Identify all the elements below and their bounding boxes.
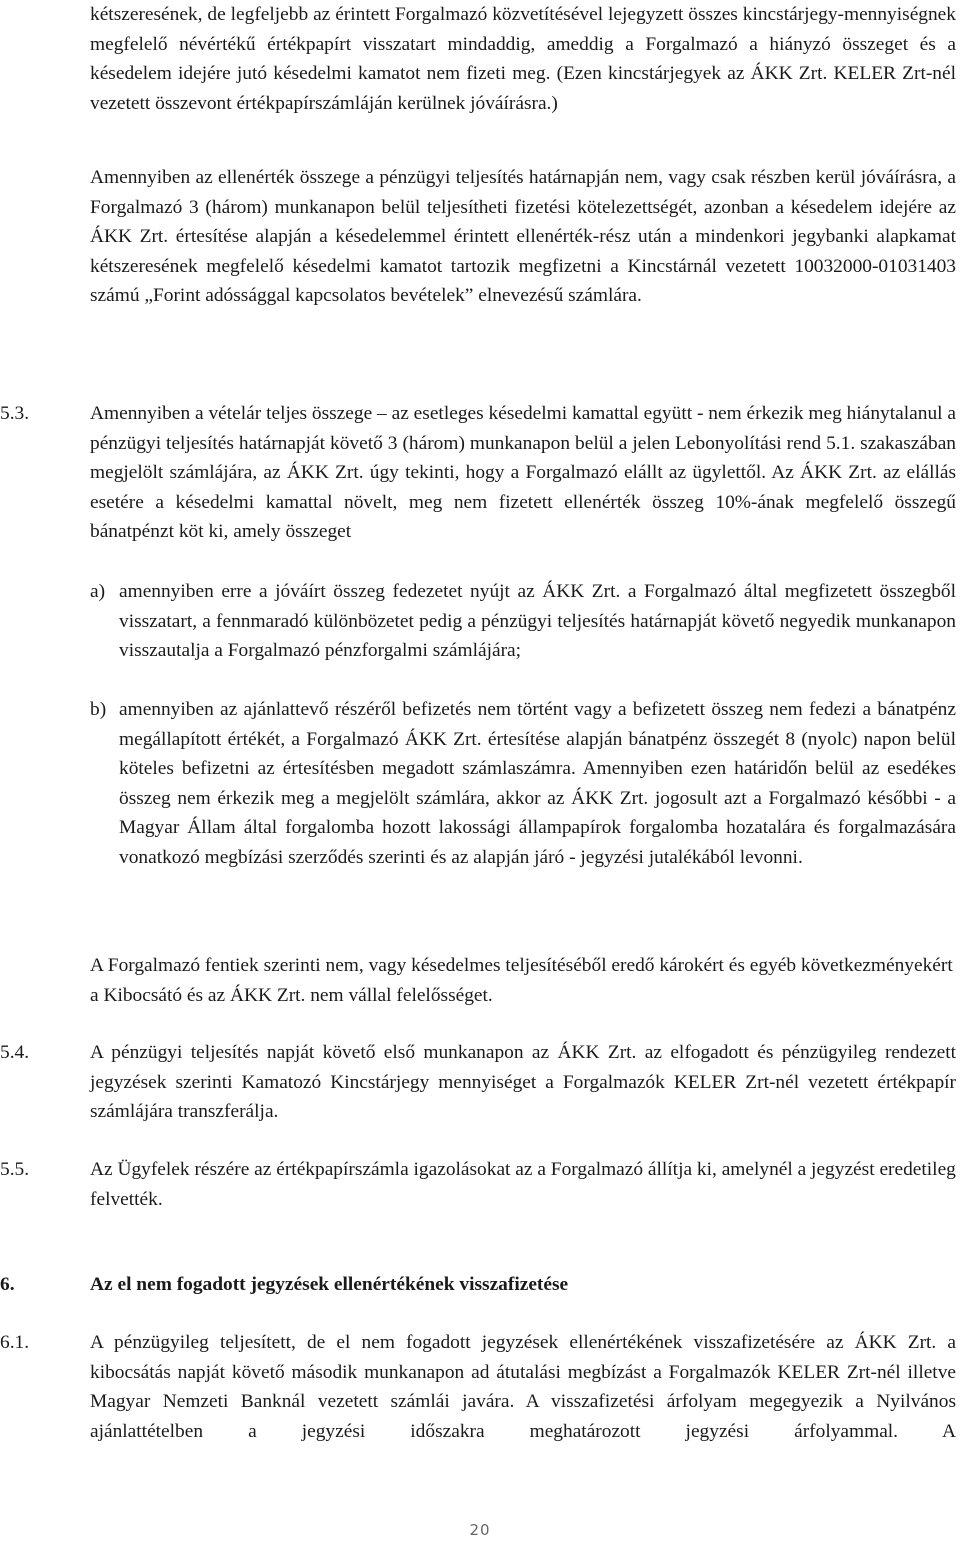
section-text-6-1: A pénzügyileg teljesített, de el nem fogadott jegyzések ellenértékének visszafizetésére az ÁKK Zrt. a kibocsátás napját követő második munkanapon ad átutalási megbízást a Forgalmazók KELER Zrt-nél illetve Magyar Nemzeti Banknál vezetett számlái javára. A visszafizetési árfolyam megegyezik a Nyilvános ajánlattételben a jegyzési időszakra meghatározott jegyzési árfolyammal. A: [90, 1332, 956, 1442]
section-heading-6: Az el nem fogadott jegyzések ellenértékének visszafizetése: [90, 1274, 569, 1295]
section-text-5-4: A pénzügyi teljesítés napját követő első munkanapon az ÁKK Zrt. az elfogadott és pénzügyileg rendezett jegyzések szerinti Kamatozó Kincstárjegy mennyiséget a Forgalmazók KELER Zrt-nél vezetett értékpapír számlájára transzferálja.: [90, 1042, 956, 1123]
list-item-b: [90, 695, 956, 873]
section-number-5-3: 5.3.: [0, 403, 30, 424]
paragraph-intro: kétszeresének, de legfeljebb az érintett Forgalmazó közvetítésével lejegyzett összes kincstárjegy-mennyiségnek megfelelő névértékű értékpapírt visszatart mindaddig, ameddig a Forgalmazó a hiányzó összeget és a késedelem idejére jutó késedelmi kamatot nem fizeti meg. (Ezen kincstárjegyek az ÁKK Zrt. KELER Zrt-nél vezetett összevont értékpapírszámláján kerülnek jóváírásra.): [90, 4, 956, 114]
paragraph-partial-payment: Amennyiben az ellenérték összege a pénzügyi teljesítés határnapján nem, vagy csak részben kerül jóváírásra, a Forgalmazó 3 (három) munkanapon belül teljesítheti fizetési kötelezettségét, azonban a késedelem idejére az ÁKK Zrt. értesítése alapján a késedelemmel érintett ellenérték-rész után a mindenkori jegybanki alapkamat kétszeresének megfelelő késedelmi kamatot tartozik megfizetni a Kincstárnál vezetett 10032000-01031403 számú „Forint adóssággal kapcsolatos bevételek” elnevezésű számlára.: [90, 167, 956, 307]
list-marker-b: b): [90, 699, 107, 720]
list-text-a: amennyiben erre a jóváírt összeg fedezetet nyújt az ÁKK Zrt. a Forgalmazó által megfizetett összegből visszatart, a fennmaradó különbözetet pedig a pénzügyi teljesítés határnapját követő negyedik munkanapon visszautalja a Forgalmazó pénzforgalmi számlájára;: [119, 581, 956, 662]
section-number-6: 6.: [0, 1274, 15, 1295]
section-text-5-3: Amennyiben a vételár teljes összege – az esetleges késedelmi kamattal együtt - nem érkezik meg hiánytalanul a pénzügyi teljesítés határnapját követő 3 (három) munkanapon belül a jelen Lebonyolítási rend 5.1. szakaszában megjelölt számlájára, az ÁKK Zrt. úgy tekinti, hogy a Forgalmazó elállt az ügylettől. Az ÁKK Zrt. az elállás esetére a késedelmi kamattal növelt, meg nem fizetett ellenérték összeg 10%-ának megfelelő összegű bánatpénzt köt ki, amely összeget: [90, 403, 956, 543]
list-item-a: [90, 577, 956, 666]
section-number-5-5: 5.5.: [0, 1159, 30, 1180]
section-number-5-4: 5.4.: [0, 1042, 30, 1063]
section-text-5-5: Az Ügyfelek részére az értékpapírszámla igazolásokat az a Forgalmazó állítja ki, amelynél a jegyzést eredetileg felvették.: [90, 1159, 956, 1210]
list-text-b: amennyiben az ajánlattevő részéről befizetés nem történt vagy a befizetett összeg nem fedezi a bánatpénz megállapított értékét, a Forgalmazó ÁKK Zrt. értesítése alapján bánatpénz összegét 8 (nyolc) napon belül köteles befizetni az értesítésben megadott számlaszámra. Amennyiben ezen határidőn belül az esedékes összeg nem érkezik meg a megjelölt számlára, akkor az ÁKK Zrt. jogosult azt a Forgalmazó későbbi - a Magyar Állam által forgalomba hozott lakossági állampapírok forgalomba hozatalára és forgalmazására vonatkozó megbízási szerződés szerinti és az alapján járó - jegyzési jutalékából levonni.: [119, 699, 956, 868]
page-number: 20: [469, 1521, 491, 1539]
section-number-6-1: 6.1.: [0, 1332, 30, 1353]
paragraph-liability: A Forgalmazó fentiek szerinti nem, vagy késedelmes teljesítéséből eredő károkért és egyéb következményekért a Kibocsátó és az ÁKK Zrt. nem vállal felelősséget.: [90, 955, 953, 1006]
list-marker-a: a): [90, 581, 106, 602]
